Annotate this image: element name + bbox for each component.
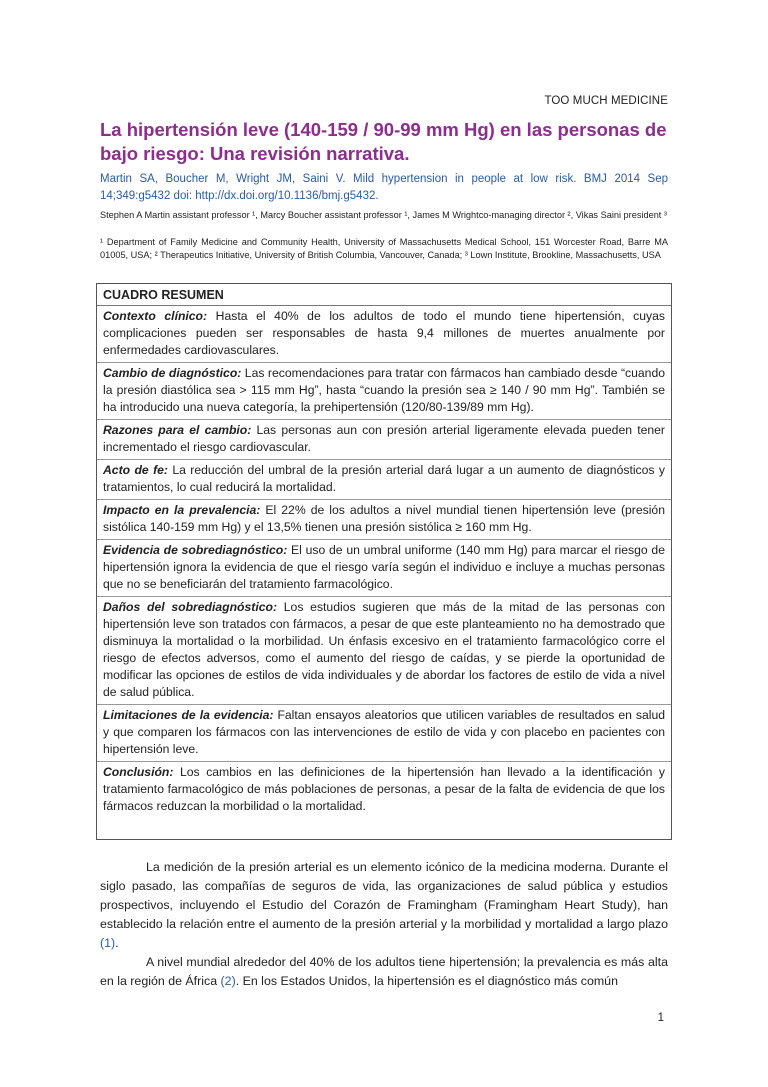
- summary-item-danos: [97, 597, 671, 705]
- summary-item-razones: [97, 420, 671, 460]
- summary-item-contexto: [97, 306, 671, 363]
- summary-box: [96, 283, 672, 840]
- summary-item-limitaciones: [97, 705, 671, 762]
- summary-item-conclusion: [97, 762, 671, 818]
- summary-item-label: Conclusión:: [103, 765, 174, 779]
- summary-item-text: Faltan ensayos aleatorios que utilicen variables de resultados en salud y que comparen los fármacos con las intervenciones de estilo de vida y con placebo en pacientes con hipertensión leve.: [103, 708, 665, 756]
- summary-item-text: El uso de un umbral uniforme (140 mm Hg) para marcar el riesgo de hipertensión ignora la evidencia de que el riesgo varía según el individuo e incluye a muchas personas que no se beneficiarán del tratamiento farmacológico.: [103, 543, 665, 591]
- citation: Martin SA, Boucher M, Wright JM, Saini V. Mild hypertension in people at low risk. BMJ 2014 Sep 14;349:g5432 doi: http://dx.doi.org/10.1136/bmj.g5432.: [100, 173, 668, 202]
- section-tag: TOO MUCH MEDICINE: [544, 95, 668, 107]
- summary-heading: CUADRO RESUMEN: [97, 284, 671, 306]
- summary-item-label: Acto de fe:: [103, 463, 168, 477]
- summary-item-label: Razones para el cambio:: [103, 423, 252, 437]
- summary-item-evidencia: [97, 540, 671, 597]
- summary-item-text: El 22% de los adultos a nivel mundial tienen hipertensión leve (presión sistólica 140-159 mm Hg) y el 13,5% tienen una presión sistólica ≥ 160 mm Hg.: [103, 503, 665, 534]
- summary-item-label: Limitaciones de la evidencia:: [103, 708, 274, 722]
- summary-item-label: Contexto clínico:: [103, 309, 208, 323]
- paragraph-text: . En los Estados Unidos, la hipertensión es el diagnóstico más común: [235, 974, 618, 988]
- author-list: Stephen A Martin assistant professor ¹, Marcy Boucher assistant professor ¹, James M Wrightco-managing director ², Vikas Saini president ³: [100, 210, 667, 220]
- paragraph-text: A nivel mundial alrededor del 40% de los adultos tiene hipertensión; la prevalencia es más alta en la región de África: [100, 955, 668, 988]
- reference-link[interactable]: (1): [100, 936, 116, 950]
- summary-item-text: Los cambios en las definiciones de la hipertensión han llevado a la identificación y tratamiento farmacológico de más poblaciones de personas, a pesar de la falta de evidencia de que los fármacos reduzcan la morbilidad o la mortalidad.: [103, 765, 665, 813]
- paragraph-text: La medición de la presión arterial es un elemento icónico de la medicina moderna. Durante el siglo pasado, las compañías de seguros de vida, las organizaciones de salud pública y estudios prospectivos, incluyendo el Estudio del Corazón de Framingham (Framingham Heart Study), han establecido la relación entre el aumento de la presión arterial y la morbilidad y mortalidad a largo plazo: [100, 860, 668, 931]
- summary-item-acto: [97, 460, 671, 500]
- summary-item-text: Los estudios sugieren que más de la mitad de las personas con hipertensión leve son tratados con fármacos, a pesar de que este planteamiento no ha demostrado que disminuya la mortalidad o la morbilidad. Un énfasis excesivo en el tratamiento farmacológico corre el riesgo de efectos adversos, como el aumento del riesgo de caídas, y se pierde la oportunidad de modificar las opciones de estilos de vida individuales y de abordar los factores de estilo de vida a nivel de salud pública.: [103, 600, 666, 699]
- article-title: La hipertensión leve (140-159 / 90-99 mm Hg) en las personas de bajo riesgo: Una revisión narrativa.: [100, 119, 667, 164]
- summary-item-impacto: [97, 500, 671, 540]
- summary-item-label: Cambio de diagnóstico:: [103, 366, 242, 380]
- body-paragraph: [100, 953, 668, 991]
- summary-item-cambio: [97, 363, 671, 420]
- summary-item-text: Hasta el 40% de los adultos de todo el mundo tiene hipertensión, cuyas complicaciones pueden ser responsables de hasta 9,4 millones de muertes anualmente por enfermedades cardiovasculares.: [103, 309, 666, 357]
- summary-item-text: Las personas aun con presión arterial ligeramente elevada pueden tener incrementado el riesgo cardiovascular.: [103, 423, 665, 454]
- summary-item-label: Impacto en la prevalencia:: [103, 503, 261, 517]
- body-paragraph: [100, 858, 668, 953]
- summary-item-label: Evidencia de sobrediagnóstico:: [103, 543, 288, 557]
- affiliations: ¹ Department of Family Medicine and Community Health, University of Massachusetts Medical School, 151 Worcester Road, Barre MA 01005, USA; ² Therapeutics Initiative, University of British Columbia, Vancouver, Canada; ³ Lown Institute, Brookline, Massachusetts, USA: [100, 237, 668, 260]
- body-text: [100, 858, 668, 991]
- summary-item-text: Las recomendaciones para tratar con fármacos han cambiado desde “cuando la presión diastólica sea > 115 mm Hg”, hasta “cuando la presión sea ≥ 140 / 90 mm Hg”. También se ha introducido una nueva categoría, la prehipertensión (120/80-139/89 mm Hg).: [103, 366, 666, 414]
- paragraph-text: .: [115, 936, 119, 950]
- summary-item-text: La reducción del umbral de la presión arterial dará lugar a un aumento de diagnósticos y tratamientos, lo cual reducirá la mortalidad.: [103, 463, 665, 494]
- summary-item-label: Daños del sobrediagnóstico:: [103, 600, 278, 614]
- reference-link[interactable]: (2): [220, 974, 236, 988]
- page-number: 1: [657, 1012, 664, 1024]
